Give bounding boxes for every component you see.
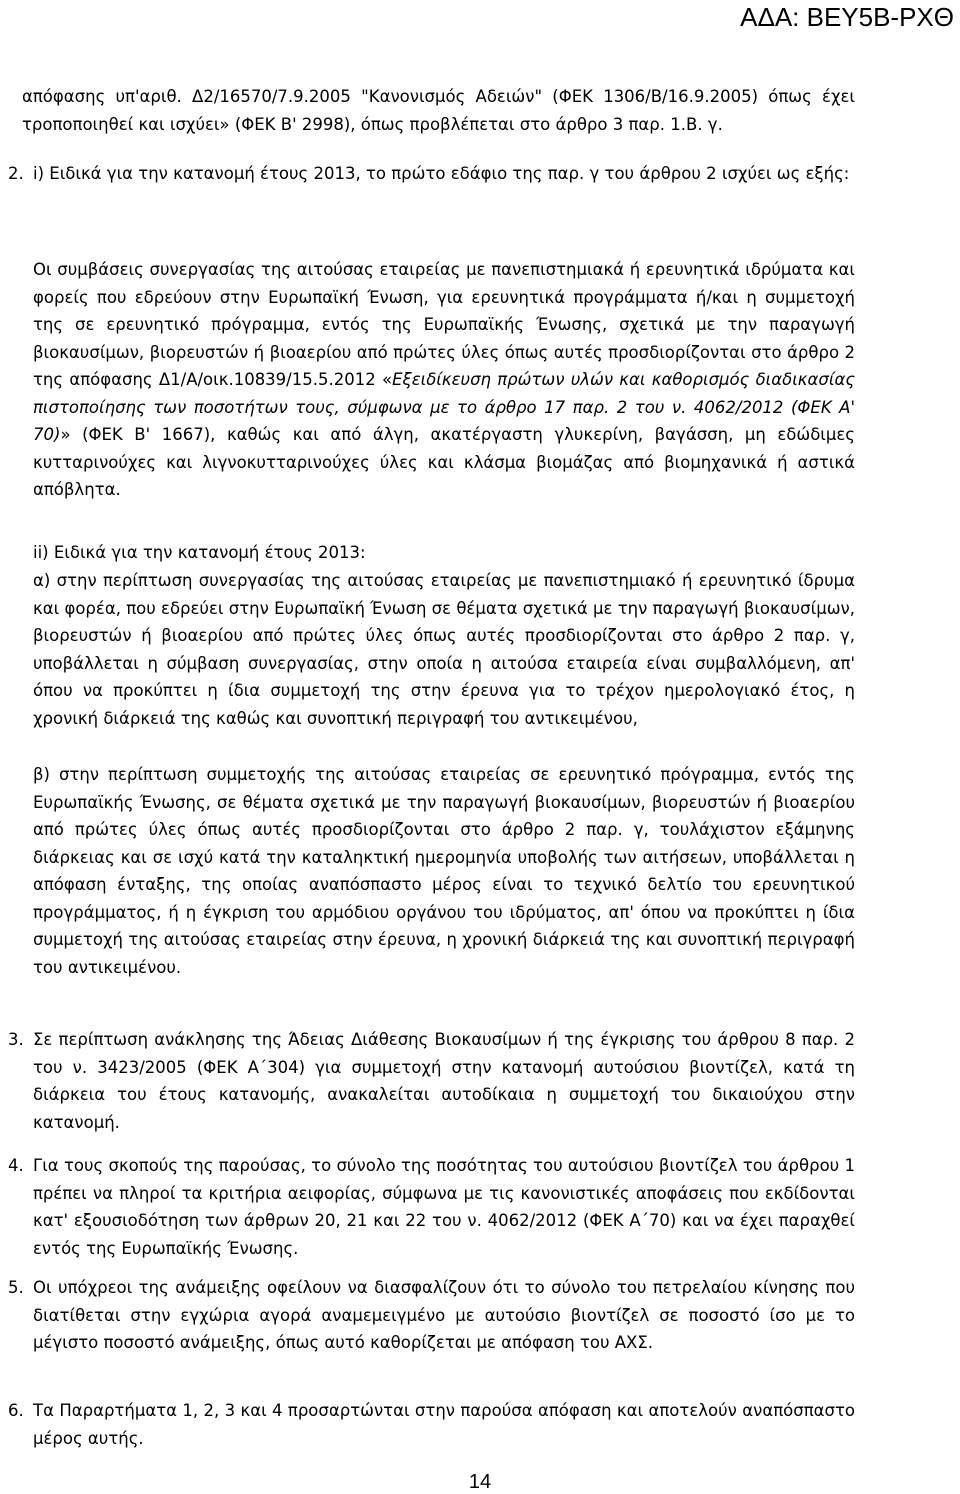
item-2-paragraph-1-text bbox=[33, 256, 855, 504]
continuation-paragraph bbox=[22, 83, 855, 138]
item-3 bbox=[33, 1026, 855, 1136]
item-5 bbox=[33, 1274, 855, 1357]
page-number: 14 bbox=[468, 1471, 492, 1493]
item-2-number: 2. bbox=[8, 164, 24, 183]
item-6-number: 6. bbox=[8, 1401, 24, 1420]
item-2-intro bbox=[33, 160, 855, 188]
item-2-ii-heading bbox=[33, 539, 855, 567]
para1-normal: Οι συμβάσεις συνεργασίας της αιτούσας εταιρείας με πανεπιστημιακά ή ερευνητικά ιδρύματα και φορείς που εδρεύουν στην Ευρωπαϊκή Ένωση, για ερευνητικά προγράμματα ή/και η συμμετοχή της σε ερευνητικό πρόγραμμα, εντός της Ευρωπαϊκής Ένωσης, σχετικά με την παραγωγή βιοκαυσίμων, βιορευστών ή βιοαερίου από πρώτες ύλες όπως αυτές προσδιορίζονται στο άρθρο 2 της απόφασης Δ1/Α/οικ.10839/15.5.2012 « bbox=[33, 260, 855, 389]
item-2-ii-b-text: β) στην περίπτωση συμμετοχής της αιτούσας εταιρείας σε ερευνητικό πρόγραμμα, εντός της Ευρωπαϊκής Ένωσης, σε θέματα σχετικά με την παραγωγή βιοκαυσίμων, βιορευστών ή βιοαερίου από πρώτες ύλες όπως αυτές προσδιορίζονται στο άρθρο 2 παρ. γ, τουλάχιστον εξάμηνης διάρκειας και σε ισχύ κατά την καταληκτική ημερομηνία υποβολής των αιτήσεων, υποβάλλεται η απόφαση ένταξης, της οποίας αναπόσπαστο μέρος είναι το τεχνικό δελτίο του ερευνητικού προγράμματος, ή η έγκριση του αρμόδιου οργάνου του ιδρύματος, απ' όπου να προκύπτει η ίδια συμμετοχή της αιτούσας εταιρείας στην έρευνα, η χρονική διάρκειά της και συνοπτική περιγραφή του αντικειμένου. bbox=[33, 765, 855, 977]
item-2-paragraph-1 bbox=[33, 256, 855, 504]
item-2-ii-heading-text: ii) Ειδικά για την κατανομή έτους 2013: bbox=[33, 543, 366, 562]
item-6 bbox=[33, 1397, 855, 1452]
item-4 bbox=[33, 1152, 855, 1262]
item-3-number: 3. bbox=[8, 1030, 24, 1049]
item-6-text: Τα Παραρτήματα 1, 2, 3 και 4 προσαρτώνται στην παρούσα απόφαση και αποτελούν αναπόσπαστο μέρος αυτής. bbox=[33, 1401, 855, 1448]
para1-tail: » (ΦΕΚ Β' 1667), καθώς και από άλγη, ακατέργαστη γλυκερίνη, βαγάσση, μη εδώδιμες κυτταρινούχες και λιγνοκυτταρινούχες ύλες και κλάσμα βιομάζας από βιομηχανικά ή αστικά απόβλητα. bbox=[33, 425, 855, 499]
continuation-text: απόφασης υπ'αριθ. Δ2/16570/7.9.2005 "Κανονισμός Αδειών" (ΦΕΚ 1306/Β/16.9.2005) όπως έχει τροποποιηθεί και ισχύει» (ΦΕΚ Β' 2998), όπως προβλέπεται στο άρθρο 3 παρ. 1.Β. γ. bbox=[22, 87, 855, 134]
item-4-text: Για τους σκοπούς της παρούσας, το σύνολο της ποσότητας του αυτούσιου βιοντίζελ του άρθρου 1 πρέπει να πληροί τα κριτήρια αειφορίας, σύμφωνα με τις κανονιστικές αποφάσεις που εκδίδονται κατ' εξουσιοδότηση των άρθρων 20, 21 και 22 του ν. 4062/2012 (ΦΕΚ Α΄70) και να έχει παραχθεί εντός της Ευρωπαϊκής Ένωσης. bbox=[33, 1156, 855, 1258]
item-3-text: Σε περίπτωση ανάκλησης της Άδειας Διάθεσης Βιοκαυσίμων ή της έγκρισης του άρθρου 8 παρ. 2 του ν. 3423/2005 (ΦΕΚ Α΄304) για συμμετοχή στην κατανομή αυτούσιου βιοντίζελ, κατά τη διάρκεια του έτους κατανομής, ανακαλείται αυτοδίκαια η συμμετοχή του δικαιούχου στην κατανομή. bbox=[33, 1030, 855, 1132]
item-5-text: Οι υπόχρεοι της ανάμειξης οφείλουν να διασφαλίζουν ότι το σύνολο του πετρελαίου κίνησης που διατίθεται στην εγχώρια αγορά αναμεμειγμένο με αυτούσιο βιοντίζελ σε ποσοστό ίσο με το μέγιστο ποσοστό ανάμειξης, όπως αυτό καθορίζεται με απόφαση του ΑΧΣ. bbox=[33, 1278, 855, 1352]
item-4-number: 4. bbox=[8, 1156, 24, 1175]
ada-code: ΑΔΑ: ΒΕΥ5Β-ΡΧΘ bbox=[740, 2, 954, 32]
item-5-number: 5. bbox=[8, 1278, 24, 1297]
item-2-ii-b bbox=[33, 761, 855, 981]
item-2-intro-text: i) Ειδικά για την κατανομή έτους 2013, το πρώτο εδάφιο της παρ. γ του άρθρου 2 ισχύει ως εξής: bbox=[33, 164, 850, 183]
item-2-ii-a bbox=[33, 567, 855, 732]
para1-italic: Εξειδίκευση πρώτων υλών και καθορισμός διαδικασίας πιστοποίησης των ποσοτήτων τους, σύμφωνα με το άρθρο 17 παρ. 2 του ν. 4062/2012 (ΦΕΚ Α' 70) bbox=[33, 370, 856, 444]
item-2-ii-a-text: α) στην περίπτωση συνεργασίας της αιτούσας εταιρείας με πανεπιστημιακό ή ερευνητικό ίδρυμα και φορέα, που εδρεύει στην Ευρωπαϊκή Ένωση σε θέματα σχετικά με την παραγωγή βιοκαυσίμων, βιορευστών ή βιοαερίου από πρώτες ύλες όπως αυτές προσδιορίζονται στο άρθρο 2 παρ. γ, υποβάλλεται η σύμβαση συνεργασίας, στην οποία η αιτούσα εταιρεία είναι συμβαλλόμενη, απ' όπου να προκύπτει η ίδια συμμετοχή της στην έρευνα για το τρέχον ημερολογιακό έτος, η χρονική διάρκειά της καθώς και συνοπτική περιγραφή του αντικειμένου, bbox=[33, 571, 855, 728]
